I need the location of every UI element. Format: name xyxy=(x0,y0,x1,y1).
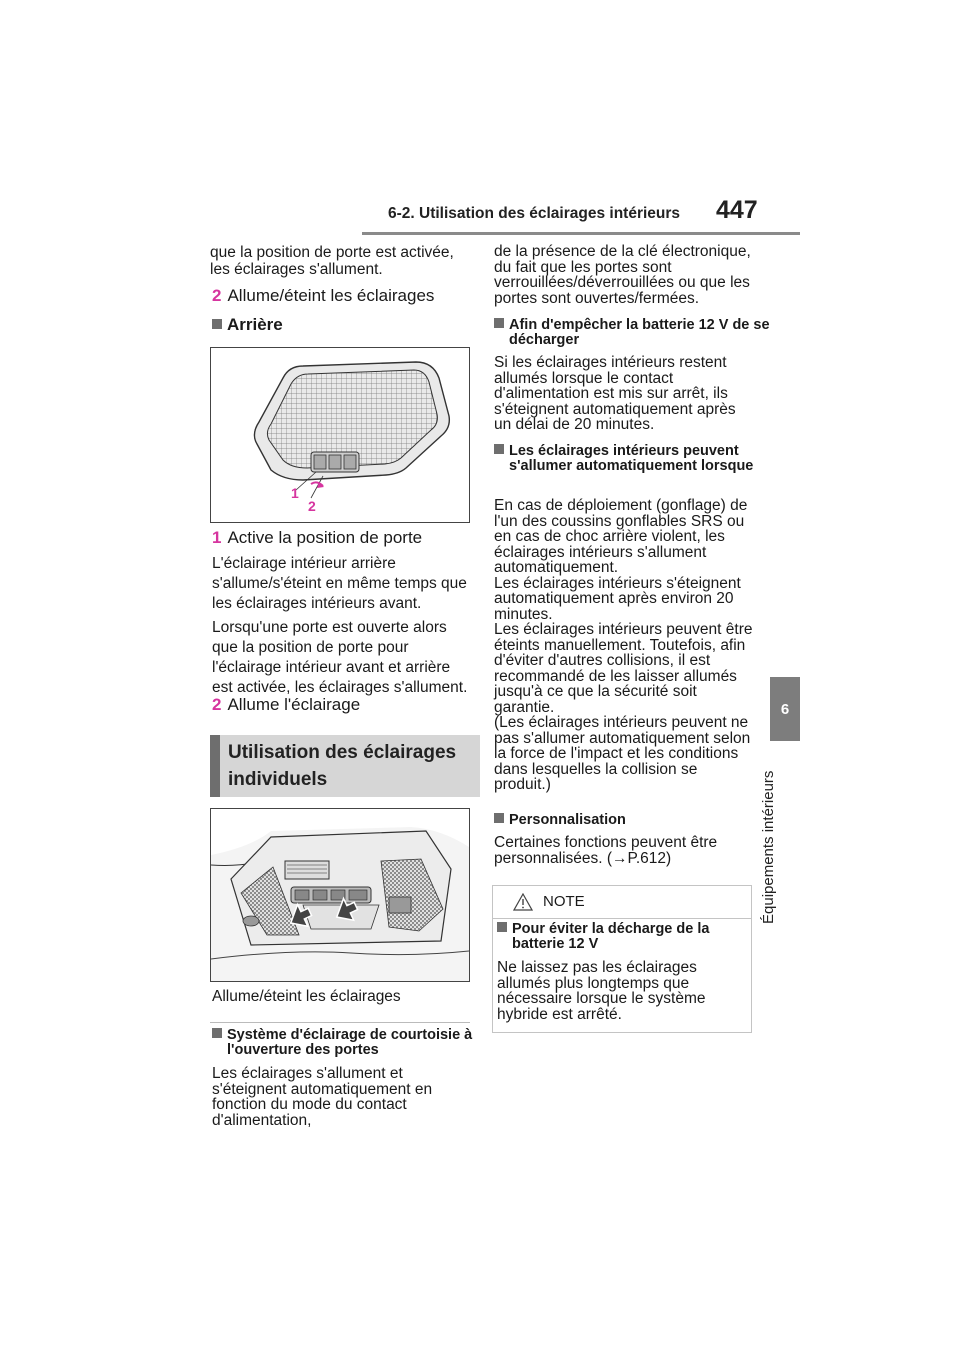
bullet-square-icon xyxy=(212,319,222,329)
step-number: 2 xyxy=(212,695,222,714)
callout-1: 1 xyxy=(291,485,299,501)
section-title-line1: Utilisation des éclairages xyxy=(228,742,457,763)
step-text: Active la position de porte xyxy=(227,528,423,547)
chapter-label: Équipements intérieurs xyxy=(760,770,777,924)
bullet-square-icon xyxy=(494,318,504,328)
section-header-title: 6-2. Utilisation des éclairages intérieurs xyxy=(388,205,681,222)
custom-heading-text: Personnalisation xyxy=(509,812,626,828)
battery-text-body: Si les éclairages intérieurs restent allumés lorsque le contact d'alimentation est mis sur arrêt, ils s'éteignent automatiquement après un délai de 20 minutes. xyxy=(494,354,736,433)
auto-text-2: Les éclairages intérieurs s'éteignent automatiquement après environ 20 minutes. xyxy=(494,574,741,623)
battery-text xyxy=(494,355,756,433)
courtesy-heading-text: Système d'éclairage de courtoisie à l'ouverture des portes xyxy=(227,1027,473,1058)
auto-heading-text: Les éclairages intérieurs peuvent s'allumer automatiquement lorsque xyxy=(509,443,754,474)
custom-text-body: Certaines fonctions peuvent être personnalisées. (→P.612) xyxy=(494,834,718,867)
note-box xyxy=(492,885,752,1033)
bullet-square-icon xyxy=(494,813,504,823)
note-heading-text: Pour éviter la décharge de la batterie 12 V xyxy=(512,921,710,952)
para1 xyxy=(212,554,474,614)
overhead-console-figure xyxy=(210,808,470,982)
courtesy-text xyxy=(212,1066,468,1128)
para1-text: L'éclairage intérieur arrière s'allume/s'éteint en même temps que les éclairages intérieurs avant. xyxy=(212,555,467,612)
bullet-square-icon xyxy=(494,444,504,454)
auto-text xyxy=(494,498,756,793)
note-text xyxy=(497,960,745,1022)
figure2-caption-text: Allume/éteint les éclairages xyxy=(212,988,401,1005)
courtesy-heading xyxy=(212,1028,481,1058)
auto-heading xyxy=(494,444,771,474)
page-number: 447 xyxy=(716,196,758,224)
step-2-first xyxy=(212,286,474,305)
chapter-number: 6 xyxy=(780,700,790,718)
auto-text-4: (Les éclairages intérieurs peuvent ne pas s'allumer automatiquement selon la force de l'impact et les conditions dans lesquelles la collision se produit.) xyxy=(494,714,751,793)
para2-text: Lorsqu'une porte est ouverte alors que la position de porte pour l'éclairage intérieur avant et arrière est activée, les éclairages s'allument. xyxy=(212,619,468,696)
step-text: Allume/éteint les éclairages xyxy=(227,286,435,305)
para2 xyxy=(212,618,474,698)
callout-2: 2 xyxy=(308,498,316,514)
step-number: 1 xyxy=(212,528,222,547)
rear-heading xyxy=(212,315,474,334)
overhead-console-illustration xyxy=(211,809,469,981)
battery-heading xyxy=(494,318,771,348)
step-number: 2 xyxy=(212,286,222,305)
custom-text xyxy=(494,835,756,866)
intro-text: que la position de porte est activée, les éclairages s'allument. xyxy=(210,244,454,278)
rear-lamp-figure xyxy=(210,347,470,523)
note-header xyxy=(493,886,751,919)
divider xyxy=(210,1022,470,1023)
auto-text-1: En cas de déploiement (gonflage) de l'un des coussins gonflables SRS ou en cas de choc arrière violent, les éclairages intérieurs s'allument automatiquement. xyxy=(494,497,748,576)
right-cont xyxy=(494,244,756,306)
header-rule xyxy=(362,232,800,235)
left-intro xyxy=(210,244,472,278)
warning-triangle-icon xyxy=(513,893,533,911)
battery-heading-text: Afin d'empêcher la batterie 12 V de se décharger xyxy=(509,317,770,348)
auto-text-3: Les éclairages intérieurs peuvent être éteints manuellement. Toutefois, afin d'éviter d'autres collisions, il est recommandé de les laisser allumés jusqu'à ce que la sécurité soit garantie. xyxy=(494,621,753,716)
section-title-line2: individuels xyxy=(228,769,328,790)
note-label: NOTE xyxy=(543,893,585,910)
step-text: Allume l'éclairage xyxy=(227,695,361,714)
step-1 xyxy=(212,528,474,547)
right-cont-text: de la présence de la clé électronique, du fait que les portes sont verrouillées/déverrouillées ou que les portes sont ouvertes/fermées. xyxy=(494,243,751,307)
note-heading xyxy=(497,922,760,952)
rear-lamp-illustration xyxy=(211,348,469,522)
figure2-caption xyxy=(212,988,474,1005)
courtesy-text-body: Les éclairages s'allument et s'éteignent automatiquement en fonction du mode du contact d'alimentation, xyxy=(212,1065,433,1129)
section-heading-box xyxy=(210,735,480,797)
step-2-second xyxy=(212,695,474,714)
custom-heading xyxy=(494,813,756,828)
bullet-square-icon xyxy=(497,922,507,932)
note-text-body: Ne laissez pas les éclairages allumés plus longtemps que nécessaire lorsque le système hybride est arrêté. xyxy=(497,959,706,1023)
bullet-square-icon xyxy=(212,1028,222,1038)
chapter-tab xyxy=(770,677,800,741)
rear-heading-text: Arrière xyxy=(227,315,283,334)
